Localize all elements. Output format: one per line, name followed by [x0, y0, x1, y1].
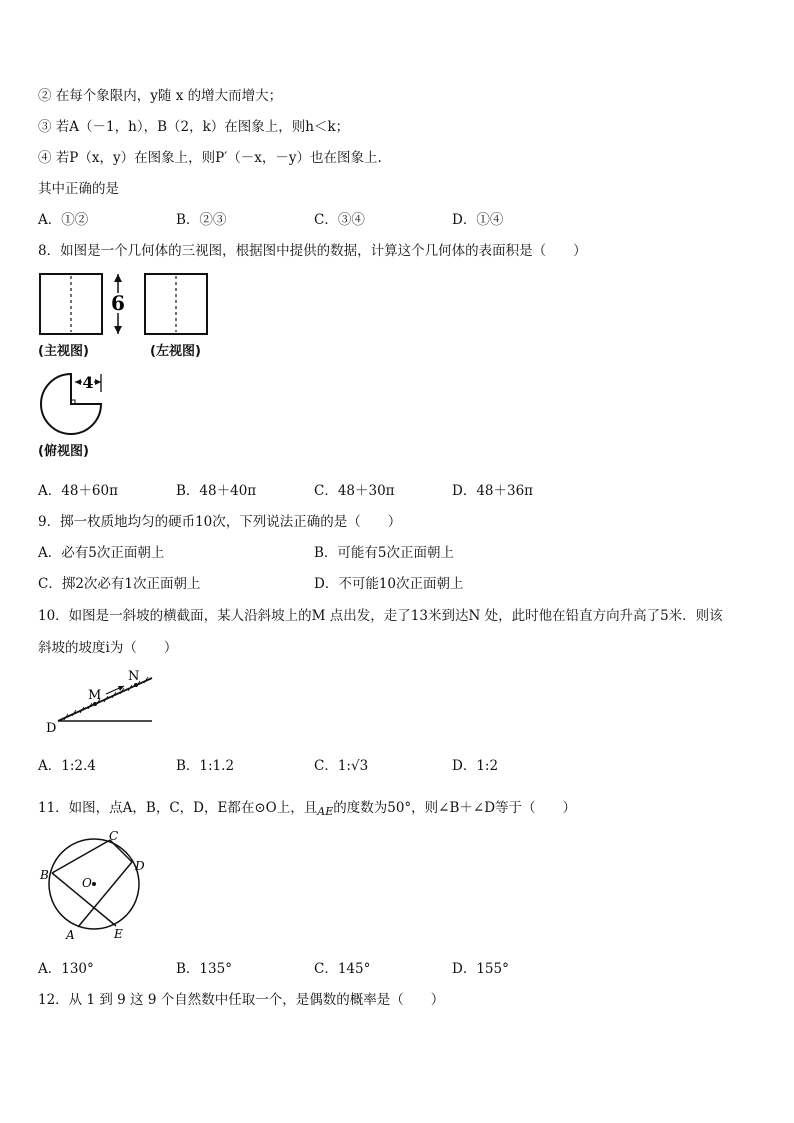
q11-point-e: E: [114, 927, 123, 941]
q11-stem: [38, 796, 576, 816]
q10-option-a: A．1:2.4: [38, 758, 96, 774]
which-correct-prompt: 其中正确的是: [38, 181, 119, 197]
statement-4: ④ 若P（x，y）在图象上，则P′（－x，－y）也在图象上.: [38, 150, 382, 166]
q8-front-view: [38, 272, 138, 342]
q12-stem: 12．从 1 到 9 这 9 个自然数中任取一个，是偶数的概率是（ ）: [38, 992, 445, 1008]
q7-option-d: D．①④: [452, 212, 504, 228]
statement-3: ③ 若A（－1，h），B（2，k）在图象上，则h＜k；: [38, 119, 350, 135]
statement-2: ② 在每个象限内，y随 x 的增大而增大；: [38, 88, 283, 104]
q8-stem: 8．如图是一个几何体的三视图，根据图中提供的数据，计算这个几何体的表面积是（ ）: [38, 243, 587, 259]
q9-stem: 9．掷一枚质地均匀的硬币10次，下列说法正确的是（ ）: [38, 514, 402, 530]
q8-option-b: B．48＋40π: [176, 483, 257, 499]
q7-option-a: A．①②: [38, 212, 89, 228]
q8-radius-label: 4: [82, 373, 94, 392]
q10-option-b: B．1:1.2: [176, 758, 235, 774]
q8-top-view-label: (俯视图): [38, 444, 89, 459]
q8-option-c: C．48＋30π: [314, 483, 395, 499]
q9-option-b: B．可能有5次正面朝上: [314, 545, 455, 561]
q10-point-d: D: [46, 721, 57, 736]
q7-option-b: B．②③: [176, 212, 227, 228]
q8-option-a: A．48＋60π: [38, 483, 118, 499]
q11-point-b: B: [40, 868, 49, 882]
q8-left-view: [142, 272, 212, 338]
q10-slope-figure: [44, 666, 156, 736]
q7-option-c: C．③④: [314, 212, 365, 228]
q11-option-c: C．145°: [314, 961, 371, 977]
q10-stem-line1: 10．如图是一斜坡的横截面，某人沿斜坡上的M 点出发，走了13米到达N 处，此时他在铅直方向升高了5米．则该: [38, 608, 723, 624]
q11-point-d: D: [135, 859, 145, 873]
q11-point-o: O: [82, 876, 92, 890]
q11-point-c: C: [109, 829, 119, 843]
q10-point-n: N: [128, 669, 140, 684]
q8-left-view-label: (左视图): [150, 344, 201, 359]
q10-option-d: D．1:2: [452, 758, 499, 774]
q11-point-a: A: [66, 928, 75, 942]
q10-point-m: M: [88, 688, 102, 703]
q8-front-view-label: (主视图): [38, 344, 89, 359]
q11-option-d: D．155°: [452, 961, 509, 977]
q11-option-b: B．135°: [176, 961, 232, 977]
q8-top-view: [38, 370, 108, 436]
q8-height-label: 6: [111, 291, 125, 315]
q11-option-a: A．130°: [38, 961, 94, 977]
q9-option-d: D．不可能10次正面朝上: [314, 576, 464, 592]
q9-option-a: A．必有5次正面朝上: [38, 545, 165, 561]
q11-circle-figure: [38, 828, 154, 944]
q10-stem-line2: 斜坡的坡度i为（ ）: [38, 640, 178, 656]
q8-option-d: D．48＋36π: [452, 483, 534, 499]
q11-stem-part2: 的度数为50°，则∠B＋∠D等于（ ）: [333, 800, 577, 816]
q11-stem-part1: 11．如图，点A，B，C，D，E都在⊙O上，且: [38, 800, 318, 816]
q10-option-c: C．1:√3: [314, 758, 369, 774]
q9-option-c: C．掷2次必有1次正面朝上: [38, 576, 201, 592]
q11-arc-ae: AE: [317, 805, 334, 818]
